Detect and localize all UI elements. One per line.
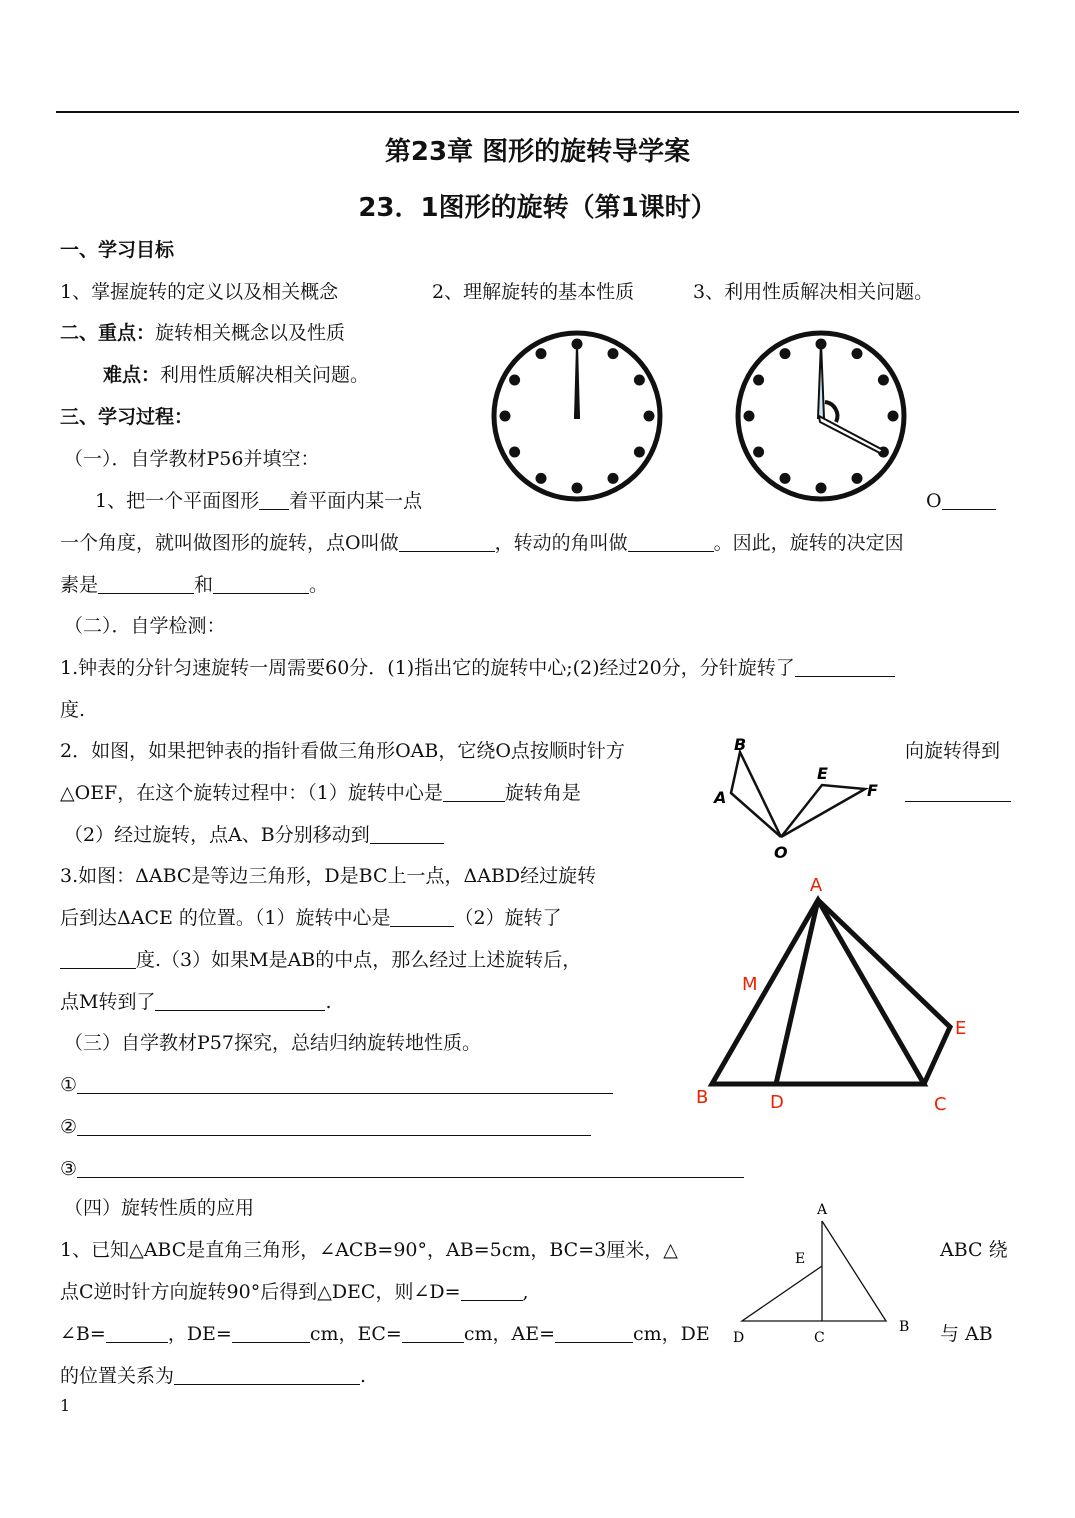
part1-q1-line1: 1、把一个平面图形 着平面内某一点	[95, 490, 423, 512]
part1-heading: （一）．自学教材P56并填空：	[64, 448, 320, 470]
clock-angle-arc	[825, 402, 837, 422]
property-1: ①	[60, 1071, 613, 1099]
label-B: B	[734, 735, 747, 754]
blank-input[interactable]	[370, 823, 444, 844]
part1-q1-line3: 素是 和 。	[60, 574, 329, 596]
blank-input[interactable]	[628, 531, 714, 552]
part4-q1-line1-end: ABC 绕	[940, 1239, 1008, 1261]
blank-input[interactable]	[232, 1322, 310, 1343]
part2-q2-blank	[905, 779, 1011, 807]
blank-input[interactable]	[174, 1364, 360, 1385]
part2-q3-line1: 3.如图：ΔABC是等边三角形，D是BC上一点，ΔABD经过旋转	[60, 865, 597, 887]
part2-heading: （二）．自学检测：	[64, 615, 226, 637]
clock-hour-dot	[852, 473, 863, 484]
clock-hour-dot	[608, 473, 619, 484]
part1-q1-point: O	[926, 487, 996, 515]
clock-hour-dot	[816, 483, 827, 494]
label-A: A	[714, 788, 727, 807]
clock-hour-dot	[888, 411, 899, 422]
part4-q1-line4: 的位置关系为 .	[60, 1365, 367, 1387]
page-subtitle: 23．1图形的旋转（第1课时）	[358, 193, 717, 223]
goal-2: 2、理解旋转的基本性质	[432, 281, 635, 303]
triangle-dce	[742, 1266, 822, 1321]
part2-q2-line3: （2）经过旋转，点A、B分别移动到	[64, 821, 444, 849]
label-M: M	[742, 974, 758, 995]
part2-q3-line4: 点M转到了 .	[60, 991, 332, 1013]
blank-input[interactable]	[77, 1073, 613, 1094]
part2-q3-line2: 后到达ΔACE 的位置。（1）旋转中心是 （2）旋转了	[60, 907, 562, 929]
label-O: O	[774, 843, 788, 862]
section-process-heading: 三、学习过程：	[60, 406, 194, 428]
goal-3: 3、利用性质解决相关问题。	[693, 281, 934, 303]
property-3: ③	[60, 1155, 744, 1183]
blank-input[interactable]	[259, 489, 289, 510]
clock-hour-dot	[536, 348, 547, 359]
blank-input[interactable]	[795, 656, 895, 677]
goal-1: 1、掌握旋转的定义以及相关概念	[60, 281, 339, 303]
triangle-ace	[818, 900, 950, 1084]
key-point-label: 二、重点：	[60, 322, 156, 344]
page-title: 第23章 图形的旋转导学案	[384, 137, 691, 167]
part2-q1: 1.钟表的分针匀速旋转一周需要60分．(1)指出它的旋转中心;(2)经过20分，分针旋转了	[60, 654, 895, 682]
clock-hour-dot	[744, 411, 755, 422]
label-E: E	[795, 1251, 806, 1267]
header-rule	[56, 111, 1019, 113]
clock-right	[738, 333, 904, 499]
section-goals-heading: 一、学习目标	[60, 239, 175, 261]
difficulty-text: 利用性质解决相关问题。	[160, 364, 370, 386]
clock-hour-dot	[572, 483, 583, 494]
segment-ad	[776, 900, 818, 1084]
label-B: B	[899, 1319, 910, 1335]
blank-input[interactable]	[461, 1280, 523, 1301]
clock-hour-dot	[634, 447, 645, 458]
right-triangle-figure	[725, 1195, 925, 1355]
label-E: E	[817, 764, 828, 783]
label-F: F	[867, 781, 878, 800]
clock-figures	[480, 330, 920, 502]
blank-input[interactable]	[213, 573, 309, 594]
clock-hour-hand-right	[819, 416, 883, 453]
clock-hour-dot	[878, 375, 889, 386]
label-A: A	[817, 1202, 828, 1218]
clock-hour-dot	[780, 473, 791, 484]
part2-q2-line2: △OEF，在这个旋转过程中：（1）旋转中心是 旋转角是	[60, 782, 581, 804]
triangle-oab	[731, 752, 781, 837]
property-2: ②	[60, 1113, 591, 1141]
label-D: D	[770, 1092, 784, 1113]
part1-q1-line2: 一个角度，就叫做图形的旋转，点O叫做 ，转动的角叫做 。因此，旋转的决定因	[60, 532, 904, 554]
clock-hour-dot	[509, 375, 520, 386]
blank-input[interactable]	[60, 948, 136, 969]
part4-q1-line3-end: 与 AB	[940, 1323, 993, 1345]
clock-hour-dot	[634, 375, 645, 386]
blank-input[interactable]	[942, 489, 996, 510]
page-number: 1	[60, 1396, 71, 1415]
blank-input[interactable]	[77, 1157, 744, 1178]
triangle-acb	[822, 1221, 886, 1321]
label-A: A	[809, 875, 823, 896]
blank-input[interactable]	[443, 781, 505, 802]
part2-q2-line1-end: 向旋转得到	[905, 740, 1001, 762]
blank-input[interactable]	[155, 990, 325, 1011]
triangle-oef	[781, 785, 865, 837]
blank-input[interactable]	[555, 1322, 633, 1343]
part3-heading: （三）自学教材P57探究，总结归纳旋转地性质。	[64, 1032, 481, 1054]
label-C: C	[934, 1094, 947, 1115]
difficulty-line	[103, 361, 369, 389]
clock-hour-dot	[780, 348, 791, 359]
blank-input[interactable]	[390, 906, 454, 927]
triangle-abc-figure	[690, 870, 990, 1120]
blank-input[interactable]	[98, 573, 194, 594]
part2-q2-line1: 2．如图，如果把钟表的指针看做三角形OAB，它绕O点按顺时针方	[60, 740, 625, 762]
clock-hour-dot	[753, 447, 764, 458]
clock-hour-dot	[500, 411, 511, 422]
blank-input[interactable]	[402, 1322, 464, 1343]
part2-q1-end: 度.	[60, 699, 86, 721]
part2-q3-line3: 度.（3）如果M是AB的中点，那么经过上述旋转后，	[60, 946, 581, 974]
part4-heading: （四）旋转性质的应用	[64, 1197, 255, 1219]
key-point-text: 旋转相关概念以及性质	[155, 322, 346, 344]
part4-q1-line3: ∠B= ，DE= cm，EC= cm，AE= cm，DE	[60, 1323, 710, 1345]
label-B: B	[696, 1087, 709, 1108]
clock-hour-dot	[852, 348, 863, 359]
clock-hour-dot	[753, 375, 764, 386]
clock-minute-hand-right	[818, 342, 824, 418]
clock-hour-dot	[536, 473, 547, 484]
part4-q1-line2: 点C逆时针方向旋转90°后得到△DEC，则∠D= ,	[60, 1281, 529, 1303]
clock-hour-dot	[608, 348, 619, 359]
key-point-line	[60, 319, 345, 347]
label-D: D	[733, 1330, 745, 1346]
label-C: C	[814, 1330, 825, 1346]
blank-input[interactable]	[399, 531, 495, 552]
label-E: E	[955, 1018, 967, 1039]
blank-input[interactable]	[106, 1322, 168, 1343]
blank-input[interactable]	[905, 781, 1011, 802]
blank-input[interactable]	[77, 1115, 591, 1136]
difficulty-label: 难点：	[103, 364, 161, 386]
triangle-oab-figure	[705, 730, 905, 865]
clock-left	[494, 333, 660, 499]
clock-hour-dot	[509, 447, 520, 458]
clock-hour-dot	[644, 411, 655, 422]
part4-q1-line1: 1、已知△ABC是直角三角形，∠ACB=90°，AB=5cm，BC=3厘米，△	[60, 1239, 678, 1261]
